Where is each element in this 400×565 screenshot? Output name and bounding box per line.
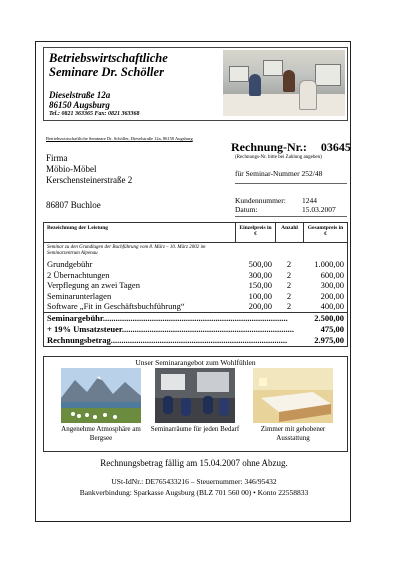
caption-lake: Angenehme Atmosphäre am Bergsee	[61, 425, 141, 442]
company-address	[49, 90, 139, 118]
lake-photo	[61, 368, 141, 423]
invoice-table	[43, 222, 348, 347]
header-total: Gesamtpreis in €	[303, 223, 347, 242]
table-row: Software „Fit in Geschäftsbuchführung“ 200,00 2 400,00	[47, 301, 344, 311]
table-row: Seminarunterlagen 100,00 2 200,00	[47, 290, 344, 301]
sender-line: Betriebswirtschaftliche Seminare Dr. Schöller, Dieselstraße 12a, 86150 Augsburg	[46, 136, 193, 141]
invoice-sheet	[35, 41, 351, 522]
seminar-reference: für Seminar-Nummer 252/48	[235, 169, 323, 178]
grand-total-row: Rechnungsbetrag................................................................................... 2.975,00	[47, 334, 344, 345]
bank-details: Bankverbindung: Sparkasse Augsburg (BLZ 701 560 00) • Konto 22558833	[79, 488, 309, 497]
company-name: Betriebswirtschaftliche Seminare Dr. Schöller	[49, 51, 168, 79]
recipient-line1: Firma	[46, 153, 68, 163]
vat-row: + 19% Umsatzsteuer................................................................................. 475,00	[47, 323, 344, 334]
company-street: Dieselstraße 12a	[49, 90, 111, 100]
invoice-number-heading	[231, 140, 351, 155]
customer-number-row: Kundennummer: 1244	[235, 196, 317, 205]
subtotal-row: Seminargebühr....................................................................................... 2.500,00	[47, 312, 344, 323]
letterhead	[43, 47, 348, 121]
invoice-number: 03645	[320, 140, 351, 154]
recipient-line3: Kerschensteinerstraße 2	[46, 175, 133, 185]
invoice-hint: (Rechnungs-Nr. bitte bei Zahlung angeben)	[235, 155, 322, 160]
company-phone-fax: Tel.: 0821 363365 Fax: 0821 363368	[49, 111, 140, 117]
recipient-line2: Möbio-Möbel	[46, 164, 97, 174]
invoice-label: Rechnung-Nr.:	[231, 140, 307, 154]
date-row: Datum: 15.03.2007	[235, 205, 336, 214]
tax-ids: USt-IdNr.: DE765433216 – Steuernummer: 346/95432	[111, 477, 277, 486]
table-row: 2 Übernachtungen 300,00 2 600,00	[47, 269, 344, 280]
seminar-intro: Seminar zu den Grundlagen der Buchführung vom 8. März – 10. März 2002 im Seminarzentrum Alpenau	[47, 245, 206, 256]
table-row: Grundgebühr 500,00 2 1.000,00	[47, 259, 344, 269]
table-summary	[44, 312, 347, 346]
header-description: Bezeichnung der Leistung	[47, 225, 109, 231]
invoice-meta	[235, 196, 336, 214]
seminar-offer-box	[43, 356, 348, 452]
caption-seminar-room: Seminarräume für jeden Bedarf	[150, 425, 240, 433]
divider	[235, 183, 347, 184]
footer	[36, 476, 352, 498]
recipient-address	[46, 153, 132, 211]
table-header	[44, 223, 347, 243]
header-quantity: Anzahl	[275, 223, 303, 242]
office-photo	[223, 50, 345, 116]
divider	[235, 216, 347, 217]
company-city: 86150 Augsburg	[49, 100, 110, 110]
payment-due: Rechnungsbetrag fällig am 15.04.2007 ohne Abzug.	[100, 458, 288, 468]
recipient-line4: 86807 Buchloe	[46, 200, 101, 210]
table-row: Verpflegung an zwei Tagen 150,00 2 300,00	[47, 280, 344, 290]
table-body	[44, 243, 347, 312]
hotel-room-photo	[253, 368, 333, 423]
offer-title: Unser Seminarangebot zum Wohlfühlen	[135, 358, 256, 367]
seminar-room-photo	[155, 368, 235, 423]
caption-hotel-room: Zimmer mit gehobener Ausstattung	[260, 425, 326, 442]
header-unit-price: Einzelpreis in €	[235, 223, 275, 242]
